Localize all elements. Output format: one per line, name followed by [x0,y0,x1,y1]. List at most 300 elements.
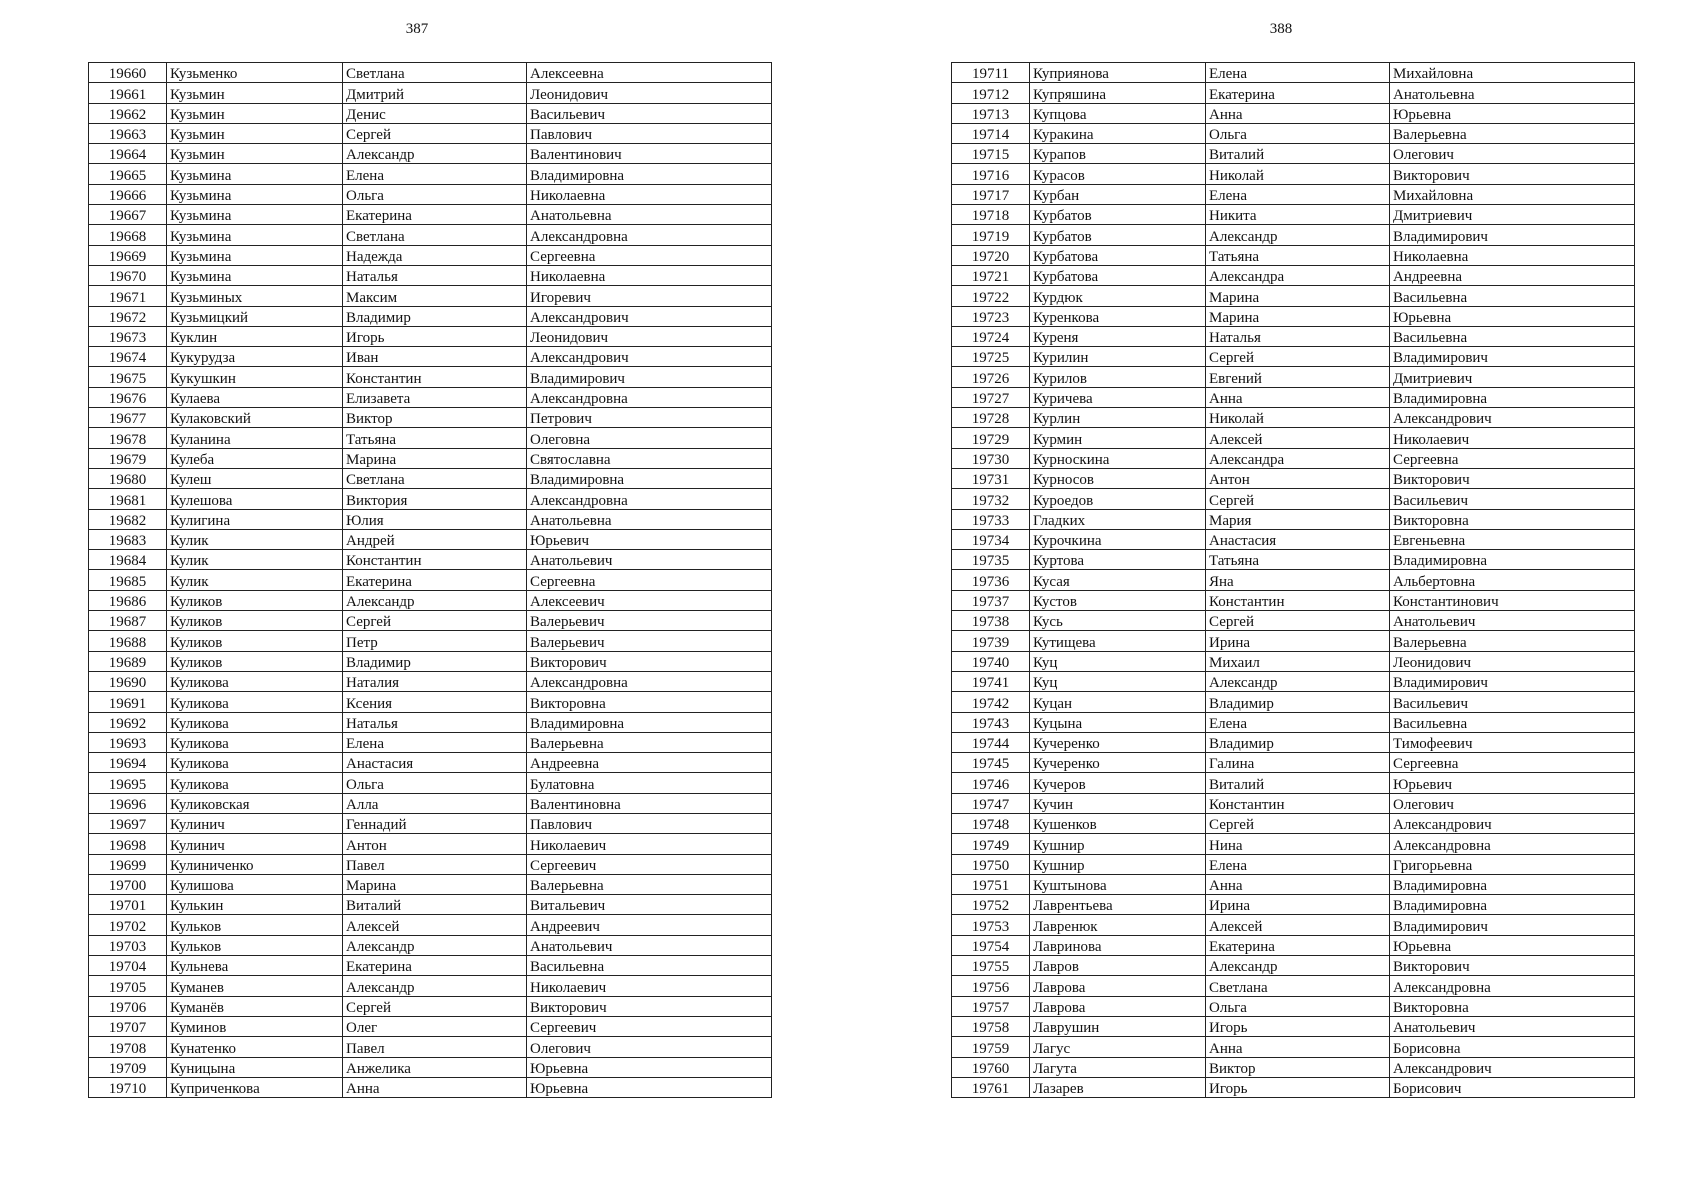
surname-cell: Куц [1030,671,1206,691]
record-number-cell: 19709 [89,1057,167,1077]
surname-cell: Курбатова [1030,265,1206,285]
table-row [952,590,1635,610]
table-row [89,1077,772,1097]
first-name-cell: Андрей [343,529,527,549]
record-number-cell: 19669 [89,245,167,265]
first-name-cell: Татьяна [343,428,527,448]
surname-cell: Куликов [167,651,343,671]
patronymic-cell: Викторовна [527,692,772,712]
table-row [89,103,772,123]
table-row [952,83,1635,103]
table-row [952,976,1635,996]
surname-cell: Куртова [1030,550,1206,570]
record-number-cell: 19706 [89,996,167,1016]
first-name-cell: Марина [1206,306,1390,326]
first-name-cell: Нина [1206,834,1390,854]
patronymic-cell: Владимировна [1390,895,1635,915]
surname-cell: Кулаева [167,387,343,407]
surname-cell: Кулеш [167,468,343,488]
table-row [952,103,1635,123]
surname-cell: Куроедов [1030,489,1206,509]
surname-cell: Куликова [167,671,343,691]
record-number-cell: 19704 [89,956,167,976]
patronymic-cell: Петрович [527,408,772,428]
surname-cell: Куликова [167,692,343,712]
patronymic-cell: Павлович [527,123,772,143]
surname-cell: Купряшина [1030,83,1206,103]
first-name-cell: Александр [1206,671,1390,691]
surname-cell: Кузьменко [167,63,343,83]
first-name-cell: Ксения [343,692,527,712]
record-number-cell: 19697 [89,813,167,833]
patronymic-cell: Васильевич [527,103,772,123]
first-name-cell: Анастасия [343,753,527,773]
table-row [89,631,772,651]
record-number-cell: 19731 [952,468,1030,488]
record-number-cell: 19734 [952,529,1030,549]
surname-cell: Кузьмин [167,83,343,103]
table-row [89,976,772,996]
roster-table-left [88,62,772,1098]
record-number-cell: 19730 [952,448,1030,468]
record-number-cell: 19691 [89,692,167,712]
first-name-cell: Екатерина [343,205,527,225]
record-number-cell: 19749 [952,834,1030,854]
record-number-cell: 19737 [952,590,1030,610]
record-number-cell: 19745 [952,753,1030,773]
record-number-cell: 19713 [952,103,1030,123]
record-number-cell: 19738 [952,611,1030,631]
patronymic-cell: Дмитриевич [1390,205,1635,225]
first-name-cell: Павел [343,1037,527,1057]
record-number-cell: 19683 [89,529,167,549]
table-row [89,1037,772,1057]
table-row [952,529,1635,549]
patronymic-cell: Игоревич [527,286,772,306]
patronymic-cell: Владимирович [1390,915,1635,935]
record-number-cell: 19703 [89,935,167,955]
table-row [89,326,772,346]
record-number-cell: 19696 [89,793,167,813]
first-name-cell: Константин [1206,793,1390,813]
table-row [952,509,1635,529]
patronymic-cell: Сергеевна [527,570,772,590]
first-name-cell: Виталий [343,895,527,915]
table-row [89,651,772,671]
record-number-cell: 19694 [89,753,167,773]
record-number-cell: 19758 [952,1016,1030,1036]
first-name-cell: Елена [1206,63,1390,83]
record-number-cell: 19672 [89,306,167,326]
table-row [952,732,1635,752]
surname-cell: Кулик [167,550,343,570]
surname-cell: Курапов [1030,144,1206,164]
first-name-cell: Денис [343,103,527,123]
patronymic-cell: Александровна [527,671,772,691]
record-number-cell: 19671 [89,286,167,306]
patronymic-cell: Михайловна [1390,184,1635,204]
record-number-cell: 19736 [952,570,1030,590]
first-name-cell: Анжелика [343,1057,527,1077]
patronymic-cell: Михайловна [1390,63,1635,83]
surname-cell: Лагус [1030,1037,1206,1057]
table-row [952,265,1635,285]
surname-cell: Куликов [167,631,343,651]
patronymic-cell: Викторовна [1390,996,1635,1016]
table-row [89,509,772,529]
patronymic-cell: Сергеевич [527,1016,772,1036]
patronymic-cell: Николаевич [1390,428,1635,448]
table-row [952,408,1635,428]
record-number-cell: 19693 [89,732,167,752]
patronymic-cell: Викторович [1390,468,1635,488]
first-name-cell: Анна [343,1077,527,1097]
record-number-cell: 19674 [89,347,167,367]
record-number-cell: 19699 [89,854,167,874]
surname-cell: Курбатов [1030,225,1206,245]
surname-cell: Курноскина [1030,448,1206,468]
record-number-cell: 19742 [952,692,1030,712]
patronymic-cell: Александровна [527,387,772,407]
table-row [89,956,772,976]
first-name-cell: Марина [343,874,527,894]
first-name-cell: Антон [343,834,527,854]
record-number-cell: 19680 [89,468,167,488]
record-number-cell: 19708 [89,1037,167,1057]
surname-cell: Кулаковский [167,408,343,428]
table-row [952,144,1635,164]
record-number-cell: 19754 [952,935,1030,955]
table-row [952,448,1635,468]
table-row [952,753,1635,773]
first-name-cell: Наталья [1206,326,1390,346]
first-name-cell: Павел [343,854,527,874]
patronymic-cell: Викторовна [1390,509,1635,529]
first-name-cell: Анна [1206,1037,1390,1057]
first-name-cell: Елена [343,732,527,752]
patronymic-cell: Владимирович [1390,671,1635,691]
surname-cell: Куренкова [1030,306,1206,326]
record-number-cell: 19666 [89,184,167,204]
record-number-cell: 19686 [89,590,167,610]
first-name-cell: Александра [1206,265,1390,285]
table-row [89,935,772,955]
record-number-cell: 19750 [952,854,1030,874]
surname-cell: Кузьмина [167,184,343,204]
table-row [952,63,1635,83]
table-row [89,144,772,164]
patronymic-cell: Владимировна [527,468,772,488]
table-row [952,306,1635,326]
surname-cell: Кушнир [1030,834,1206,854]
first-name-cell: Алексей [1206,428,1390,448]
record-number-cell: 19662 [89,103,167,123]
table-row [952,1077,1635,1097]
record-number-cell: 19681 [89,489,167,509]
record-number-cell: 19698 [89,834,167,854]
patronymic-cell: Евгеньевна [1390,529,1635,549]
patronymic-cell: Анатольевич [1390,611,1635,631]
surname-cell: Кулигина [167,509,343,529]
first-name-cell: Надежда [343,245,527,265]
record-number-cell: 19688 [89,631,167,651]
patronymic-cell: Святославна [527,448,772,468]
first-name-cell: Игорь [343,326,527,346]
first-name-cell: Елена [1206,854,1390,874]
table-row [952,895,1635,915]
table-row [952,428,1635,448]
patronymic-cell: Андреевна [527,753,772,773]
record-number-cell: 19728 [952,408,1030,428]
patronymic-cell: Валентинович [527,144,772,164]
patronymic-cell: Владимирович [527,367,772,387]
table-row [952,570,1635,590]
first-name-cell: Виктор [1206,1057,1390,1077]
table-row [89,671,772,691]
patronymic-cell: Анатольевна [527,205,772,225]
table-row [952,651,1635,671]
table-row [952,813,1635,833]
table-row [952,611,1635,631]
record-number-cell: 19682 [89,509,167,529]
table-row [89,793,772,813]
patronymic-cell: Владимировна [1390,874,1635,894]
table-row [952,245,1635,265]
table-row [89,915,772,935]
record-number-cell: 19687 [89,611,167,631]
surname-cell: Куприянова [1030,63,1206,83]
patronymic-cell: Валерьевич [527,611,772,631]
surname-cell: Лазарев [1030,1077,1206,1097]
patronymic-cell: Александровна [1390,976,1635,996]
table-row [952,184,1635,204]
surname-cell: Куреня [1030,326,1206,346]
table-row [89,611,772,631]
surname-cell: Кульков [167,915,343,935]
table-row [89,813,772,833]
record-number-cell: 19753 [952,915,1030,935]
surname-cell: Кулешова [167,489,343,509]
table-row [952,1016,1635,1036]
surname-cell: Куликов [167,611,343,631]
table-row [89,590,772,610]
first-name-cell: Алла [343,793,527,813]
record-number-cell: 19705 [89,976,167,996]
patronymic-cell: Юрьевич [527,529,772,549]
record-number-cell: 19676 [89,387,167,407]
patronymic-cell: Валерьевна [527,874,772,894]
record-number-cell: 19695 [89,773,167,793]
surname-cell: Куричева [1030,387,1206,407]
roster-table-right [951,62,1635,1098]
record-number-cell: 19727 [952,387,1030,407]
surname-cell: Кулишова [167,874,343,894]
patronymic-cell: Дмитриевич [1390,367,1635,387]
patronymic-cell: Анатольевич [1390,1016,1635,1036]
patronymic-cell: Павлович [527,813,772,833]
record-number-cell: 19718 [952,205,1030,225]
record-number-cell: 19689 [89,651,167,671]
table-row [952,550,1635,570]
patronymic-cell: Олегович [527,1037,772,1057]
first-name-cell: Дмитрий [343,83,527,103]
surname-cell: Кулиниченко [167,854,343,874]
surname-cell: Кулинич [167,834,343,854]
patronymic-cell: Александровна [527,225,772,245]
table-row [952,834,1635,854]
first-name-cell: Александр [1206,225,1390,245]
first-name-cell: Екатерина [1206,83,1390,103]
table-row [952,489,1635,509]
patronymic-cell: Владимирович [1390,347,1635,367]
record-number-cell: 19721 [952,265,1030,285]
first-name-cell: Татьяна [1206,245,1390,265]
first-name-cell: Владимир [1206,732,1390,752]
patronymic-cell: Александрович [1390,408,1635,428]
patronymic-cell: Сергеевна [1390,448,1635,468]
table-row [952,915,1635,935]
record-number-cell: 19719 [952,225,1030,245]
table-row [89,164,772,184]
table-row [89,692,772,712]
surname-cell: Кузьмина [167,245,343,265]
surname-cell: Куштынова [1030,874,1206,894]
surname-cell: Куликова [167,773,343,793]
table-row [952,225,1635,245]
record-number-cell: 19743 [952,712,1030,732]
first-name-cell: Сергей [1206,489,1390,509]
roster-table-body [89,63,772,1098]
table-row [952,123,1635,143]
table-row [89,347,772,367]
table-row [89,489,772,509]
first-name-cell: Светлана [343,63,527,83]
patronymic-cell: Васильевна [1390,712,1635,732]
surname-cell: Курбан [1030,184,1206,204]
patronymic-cell: Олеговна [527,428,772,448]
surname-cell: Кузьмина [167,265,343,285]
patronymic-cell: Андреевич [527,915,772,935]
table-row [89,225,772,245]
first-name-cell: Игорь [1206,1016,1390,1036]
surname-cell: Лаврова [1030,996,1206,1016]
first-name-cell: Игорь [1206,1077,1390,1097]
surname-cell: Курилин [1030,347,1206,367]
record-number-cell: 19677 [89,408,167,428]
table-row [952,692,1635,712]
table-row [89,184,772,204]
surname-cell: Кузьмина [167,205,343,225]
patronymic-cell: Валерьевна [1390,631,1635,651]
surname-cell: Куманёв [167,996,343,1016]
first-name-cell: Геннадий [343,813,527,833]
surname-cell: Курдюк [1030,286,1206,306]
surname-cell: Куминов [167,1016,343,1036]
first-name-cell: Елена [1206,712,1390,732]
patronymic-cell: Анатольевна [527,509,772,529]
record-number-cell: 19761 [952,1077,1030,1097]
record-number-cell: 19735 [952,550,1030,570]
surname-cell: Курносов [1030,468,1206,488]
page-number-left: 387 [405,21,429,37]
table-row [952,874,1635,894]
surname-cell: Курбатова [1030,245,1206,265]
patronymic-cell: Валентиновна [527,793,772,813]
table-row [89,468,772,488]
surname-cell: Курбатов [1030,205,1206,225]
patronymic-cell: Юрьевич [1390,773,1635,793]
record-number-cell: 19740 [952,651,1030,671]
record-number-cell: 19707 [89,1016,167,1036]
record-number-cell: 19667 [89,205,167,225]
first-name-cell: Александр [343,590,527,610]
table-row [89,428,772,448]
record-number-cell: 19679 [89,448,167,468]
record-number-cell: 19759 [952,1037,1030,1057]
record-number-cell: 19723 [952,306,1030,326]
surname-cell: Куц [1030,651,1206,671]
first-name-cell: Наталья [343,712,527,732]
record-number-cell: 19661 [89,83,167,103]
patronymic-cell: Владимирович [1390,225,1635,245]
first-name-cell: Сергей [1206,611,1390,631]
first-name-cell: Евгений [1206,367,1390,387]
patronymic-cell: Анатольевич [527,550,772,570]
first-name-cell: Екатерина [1206,935,1390,955]
surname-cell: Кузьмин [167,103,343,123]
surname-cell: Лаврушин [1030,1016,1206,1036]
patronymic-cell: Константинович [1390,590,1635,610]
record-number-cell: 19665 [89,164,167,184]
table-row [89,123,772,143]
surname-cell: Лавров [1030,956,1206,976]
patronymic-cell: Григорьевна [1390,854,1635,874]
patronymic-cell: Валерьевна [527,732,772,752]
surname-cell: Кучеренко [1030,753,1206,773]
first-name-cell: Владимир [1206,692,1390,712]
table-row [952,935,1635,955]
table-row [89,834,772,854]
record-number-cell: 19720 [952,245,1030,265]
table-row [952,205,1635,225]
patronymic-cell: Владимировна [1390,387,1635,407]
first-name-cell: Марина [343,448,527,468]
record-number-cell: 19660 [89,63,167,83]
record-number-cell: 19716 [952,164,1030,184]
record-number-cell: 19726 [952,367,1030,387]
table-row [952,1037,1635,1057]
table-row [89,408,772,428]
patronymic-cell: Леонидович [527,83,772,103]
surname-cell: Кусая [1030,570,1206,590]
first-name-cell: Александра [1206,448,1390,468]
table-row [89,245,772,265]
patronymic-cell: Викторович [527,996,772,1016]
patronymic-cell: Владимировна [1390,550,1635,570]
surname-cell: Куликова [167,732,343,752]
patronymic-cell: Валерьевна [1390,123,1635,143]
surname-cell: Кульков [167,935,343,955]
surname-cell: Курмин [1030,428,1206,448]
record-number-cell: 19724 [952,326,1030,346]
table-row [89,570,772,590]
first-name-cell: Александр [343,144,527,164]
table-row [952,996,1635,1016]
patronymic-cell: Александрович [1390,1057,1635,1077]
surname-cell: Кукурудза [167,347,343,367]
first-name-cell: Наталия [343,671,527,691]
table-row [89,387,772,407]
